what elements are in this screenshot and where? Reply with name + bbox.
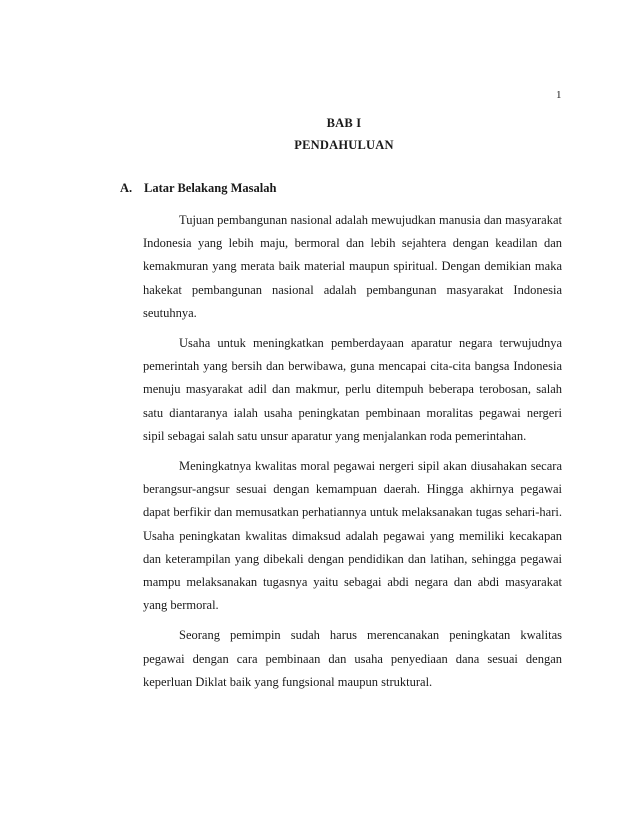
section-heading <box>120 181 276 196</box>
page-number: 1 <box>556 89 562 101</box>
chapter-number: BAB I <box>326 116 362 130</box>
paragraph-1: Tujuan pembangunan nasional adalah mewujudkan manusia dan masyarakat Indonesia yang lebih maju, bermoral dan lebih sejahtera dengan keadilan dan kemakmuran yang merata baik material maupun spiritual. Dengan demikian maka hakekat pembangunan nasional adalah pembangunan masyarakat Indonesia seutuhnya. <box>143 213 562 320</box>
section-title: Latar Belakang Masalah <box>144 181 277 195</box>
paragraph-3: Meningkatnya kwalitas moral pegawai nergeri sipil akan diusahakan secara berangsur-angsur sesuai dengan kemampuan daerah. Hingga akhirnya pegawai dapat berfikir dan memusatkan perhatiannya untuk melaksanakan tugas sehari-hari. Usaha peningkatan kwalitas dimaksud adalah pegawai yang memiliki kecakapan dan keterampilan yang dibekali dengan pendidikan dan latihan, sehingga pegawai mampu melaksanakan tugasnya yaitu sebagai abdi negara dan abdi masyarakat yang bermoral. <box>143 459 562 613</box>
chapter-title: PENDAHULUAN <box>294 138 394 152</box>
section-marker: A. <box>120 181 133 195</box>
paragraph-2: Usaha untuk meningkatkan pemberdayaan aparatur negara terwujudnya pemerintah yang bersih dan berwibawa, guna mencapai cita-cita bangsa Indonesia menuju masyarakat adil dan makmur, perlu ditempuh beberapa terobosan, salah satu diantaranya ialah usaha peningkatan pembinaan moralitas pegawai nergeri sipil sebagai salah satu unsur aparatur yang menjalankan roda pemerintahan. <box>143 336 562 443</box>
body-text <box>143 209 562 701</box>
paragraph-4: Seorang pemimpin sudah harus merencanakan peningkatan kwalitas pegawai dengan cara pembinaan dan usaha penyediaan dana sesuai dengan keperluan Diklat baik yang fungsional maupun struktural. <box>143 628 562 689</box>
